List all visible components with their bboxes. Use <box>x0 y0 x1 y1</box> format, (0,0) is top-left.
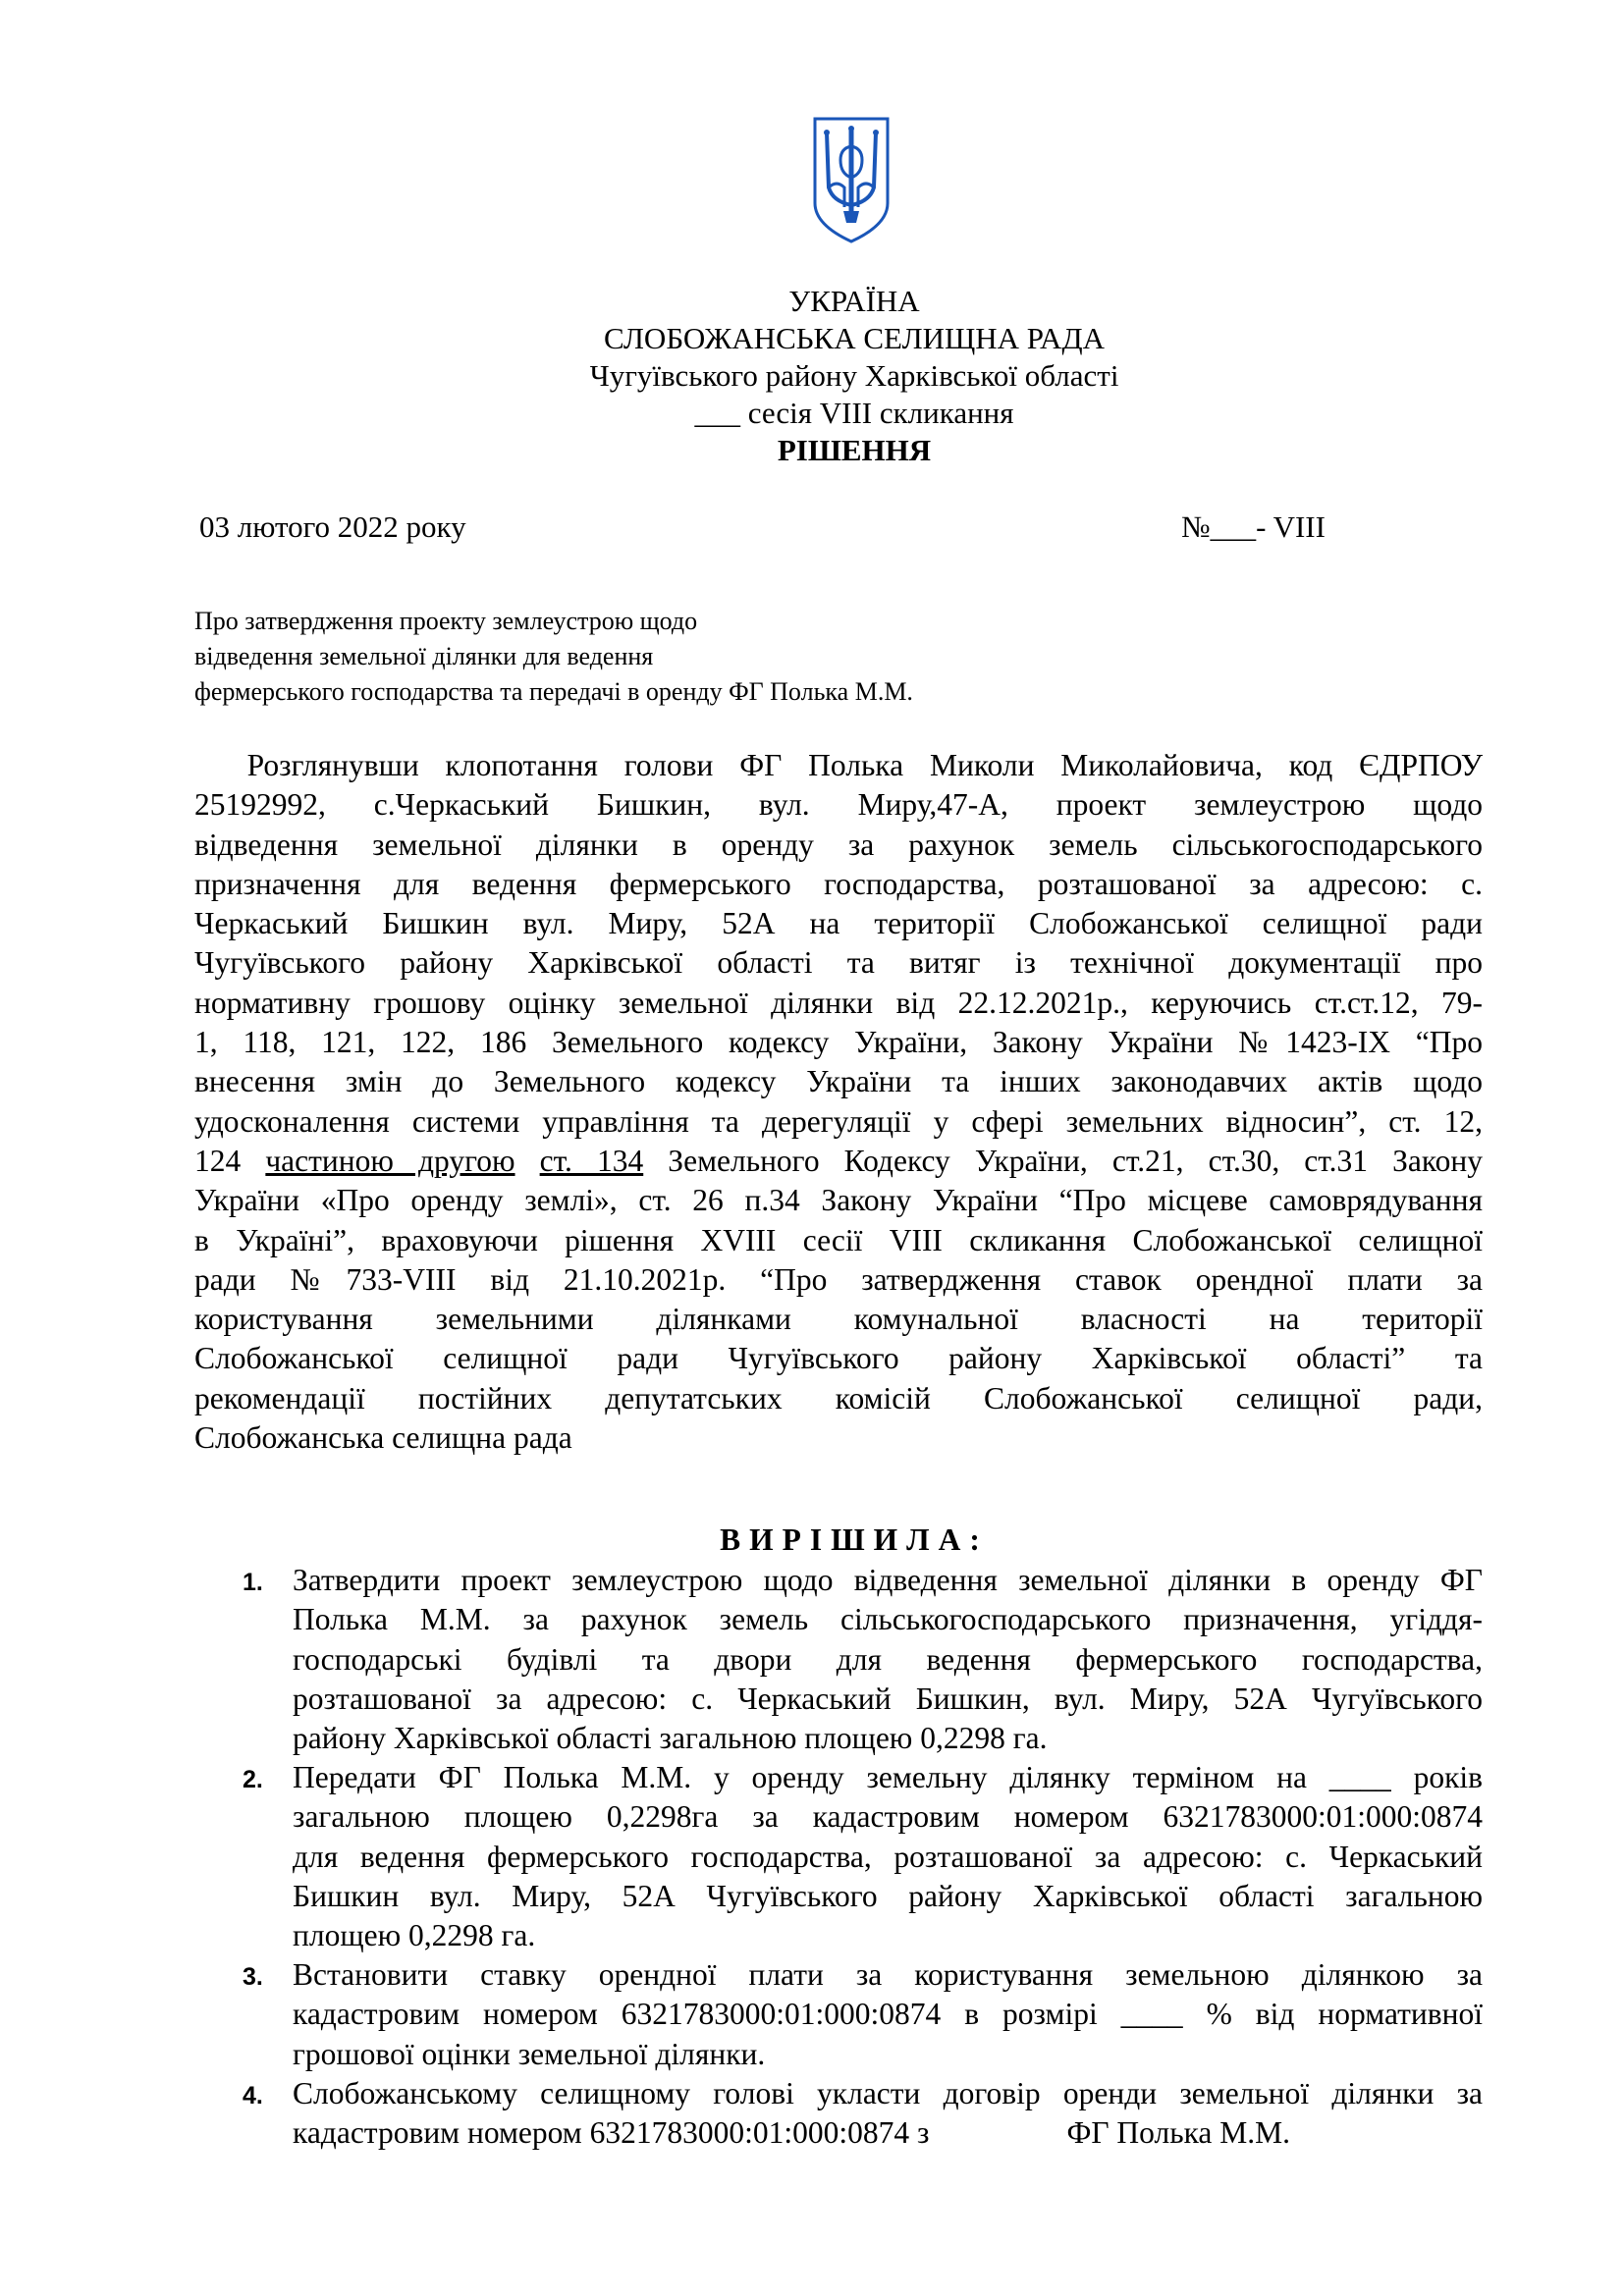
item-text <box>293 1758 1483 1955</box>
item-line: Затвердити проект землеустрою щодо відведення земельної ділянки в оренду ФГ <box>293 1563 1483 1597</box>
item-line: Полька М.М. за рахунок земель сільськогосподарського призначення, угіддя- <box>293 1602 1483 1637</box>
item-number: 2. <box>243 1766 263 1793</box>
preamble-line: Розглянувши клопотання голови ФГ Полька Миколи Миколайовича, код ЄДРПОУ <box>194 748 1483 782</box>
session-line: ___ сесія VIII скликання <box>694 396 1014 430</box>
item-text-part: кадастровим номером 6321783000:01:000:0874 з <box>293 2115 930 2151</box>
preamble-text: Земельного Кодексу України, ст.21, ст.30, ст.31 Закону <box>643 1143 1483 1178</box>
subject-line: фермерського господарства та передачі в оренду ФГ Полька М.М. <box>194 677 913 706</box>
item-text <box>293 2074 1483 2154</box>
preamble-line: призначення для ведення фермерського господарства, розташованої за адресою: с. <box>194 866 1483 901</box>
preamble-line: 25192992, с.Черкаський Бишкин, вул. Миру,47-А, проект землеустрою щодо <box>194 787 1483 823</box>
preamble-line: Черкаський Бишкин вул. Миру, 52А на території Слобожанської селищної ради <box>194 906 1483 941</box>
item-number: 3. <box>243 1963 263 1991</box>
document-type: РІШЕННЯ <box>777 433 932 467</box>
preamble-line: ради №733-VIII від 21.10.2021р. “Про затвердження ставок орендної плати за <box>194 1261 1483 1297</box>
item-line: Слобожанському селищному голові укласти договір оренди земельної ділянки за <box>293 2076 1483 2110</box>
item-line: господарські будівлі та двори для ведення фермерського господарства, <box>293 1641 1483 1677</box>
preamble-line: користування земельними ділянками комунальної власності на території <box>194 1302 1483 1337</box>
item-line: Встановити ставку орендної плати за користування земельною ділянкою за <box>293 1957 1483 1992</box>
preamble-line: Слобожанська селищна рада <box>194 1420 572 1456</box>
item-line: району Харківської області загальною площею 0,2298 га. <box>293 1721 1048 1756</box>
law-reference-part-two: частиною другою <box>265 1143 515 1178</box>
item-line: кадастровим номером 6321783000:01:000:0874 в розмірі ____ % від нормативної <box>293 1997 1483 2032</box>
law-reference-article-134: ст. 134 <box>539 1143 644 1178</box>
item-text <box>293 1955 1483 2074</box>
council-name: СЛОБОЖАНСЬКА СЕЛИЩНА РАДА <box>604 321 1105 355</box>
preamble-line: рекомендації постійних депутатських комісій Слобожанської селищної ради, <box>194 1380 1483 1415</box>
preamble-paragraph <box>194 746 1483 1458</box>
preamble-line: внесення змін до Земельного кодексу України та інших законодавчих актів щодо <box>194 1064 1483 1099</box>
document-subject <box>194 604 913 710</box>
item-line: Передати ФГ Полька М.М. у оренду земельну ділянку терміном на ____ років <box>293 1760 1483 1794</box>
preamble-text <box>515 1144 540 1178</box>
item-text-part: ФГ Полька М.М. <box>1066 2115 1291 2151</box>
item-line: грошової оцінки земельної ділянки. <box>293 2036 766 2071</box>
preamble-line <box>194 1142 1483 1181</box>
preamble-line: в Україні”, враховуючи рішення XVIII сесії VIII скликання Слобожанської селищної <box>194 1222 1483 1257</box>
subject-line: відведення земельної ділянки для ведення <box>194 642 654 670</box>
preamble-line: України «Про оренду землі», ст. 26 п.34 Закону України “Про місцеве самоврядування <box>194 1183 1483 1218</box>
trident-coat-of-arms-icon <box>811 115 892 245</box>
item-text <box>293 1561 1483 1758</box>
preamble-line: Чугуївського району Харківської області та витяг із технічної документації про <box>194 945 1483 981</box>
document-header <box>0 283 1624 469</box>
item-line: для ведення фермерського господарства, розташованої за адресою: с. Черкаський <box>293 1839 1483 1874</box>
item-number: 1. <box>243 1569 263 1596</box>
preamble-line: 1, 118, 121, 122, 186 Земельного кодексу України, Закону України №1423-IX “Про <box>194 1025 1483 1060</box>
item-line: Бишкин вул. Миру, 52А Чугуївського району Харківської області загальною <box>293 1878 1483 1913</box>
document-number: №___- VIII <box>1181 509 1326 544</box>
decision-heading: ВИРІШИЛА: <box>720 1522 989 1557</box>
preamble-line: нормативну грошову оцінку земельної ділянки від 22.12.2021р., керуючись ст.ст.12, 79- <box>194 985 1483 1020</box>
item-line: загальною площею 0,2298га за кадастровим номером 6321783000:01:000:0874 <box>293 1799 1483 1835</box>
item-line: розташованої за адресою: с. Черкаський Бишкин, вул. Миру, 52А Чугуївського <box>293 1681 1483 1716</box>
preamble-line: відведення земельної ділянки в оренду за рахунок земель сільськогосподарського <box>194 827 1483 862</box>
preamble-line: удосконалення системи управління та дерегуляції у сфері земельних відносин”, ст. 12, <box>194 1103 1483 1139</box>
subject-line: Про затвердження проекту землеустрою щодо <box>194 607 698 635</box>
country-name: УКРАЇНА <box>788 284 920 318</box>
document-date: 03 лютого 2022 року <box>199 509 466 544</box>
preamble-text: 124 <box>194 1143 266 1178</box>
item-line: площею 0,2298 га. <box>293 1918 536 1953</box>
item-line <box>293 2113 1483 2153</box>
item-number: 4. <box>243 2082 263 2109</box>
district-name: Чугуївського району Харківської області <box>589 358 1119 393</box>
preamble-line: Слобожанської селищної ради Чугуївського району Харківської області” та <box>194 1341 1483 1376</box>
